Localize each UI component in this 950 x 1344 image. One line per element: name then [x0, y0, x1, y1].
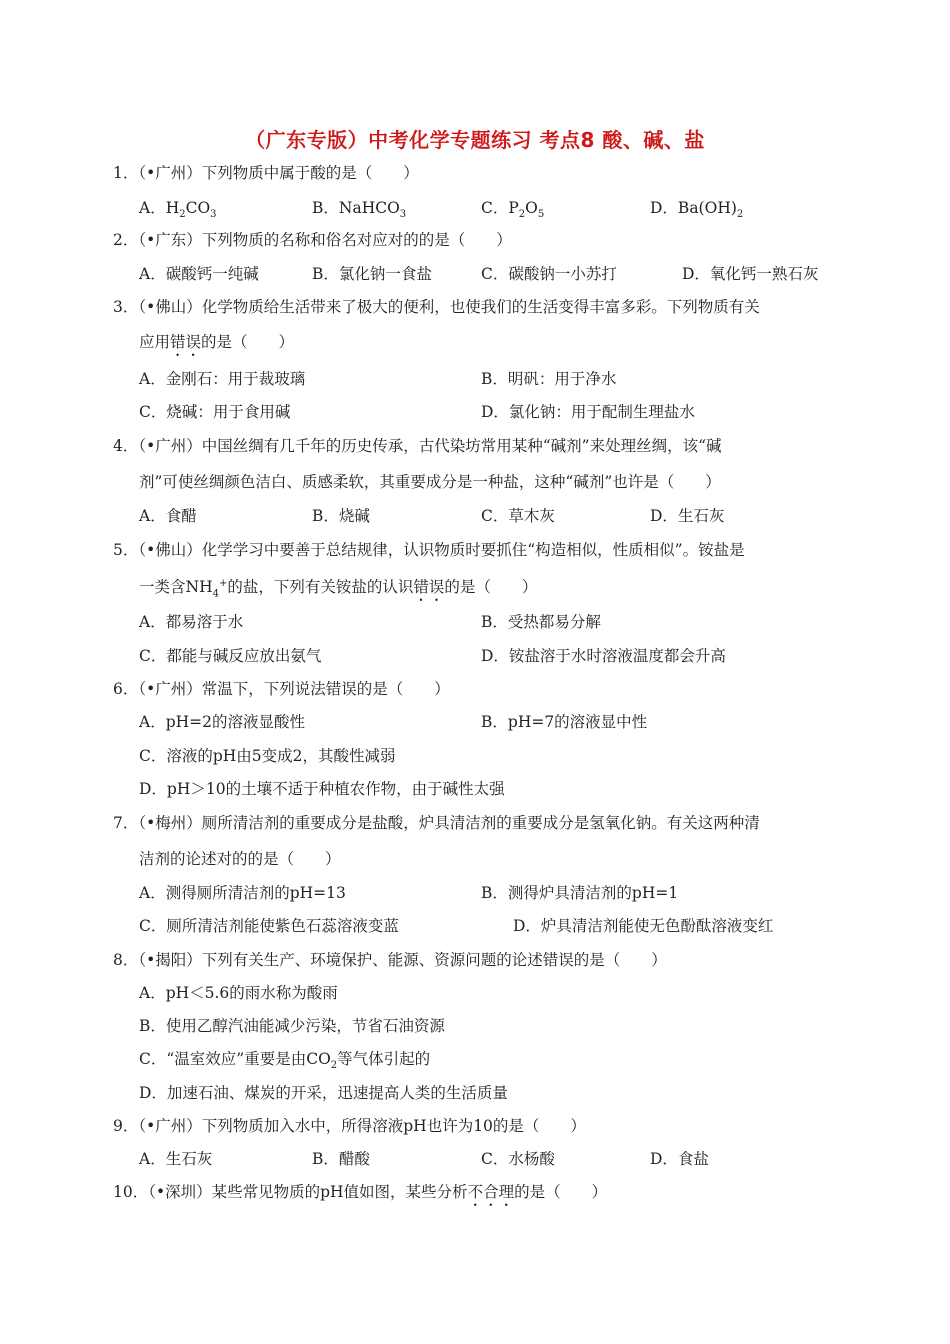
question-5-option-d: D．铵盐溶于水时溶液温度都会升高 — [481, 647, 726, 665]
question-2-option-c: C．碳酸钠一小苏打 — [481, 265, 617, 283]
question-2-option-a: A．碳酸钙一纯碱 — [139, 265, 259, 283]
question-4-option-a: A．食醋 — [139, 507, 197, 525]
question-4-stem-continued: 剂”可使丝绸颜色洁白、质感柔软，其重要成分是一种盐，这种“碱剂”也许是（ ） — [139, 473, 721, 491]
question-5-option-a: A．都易溶于水 — [139, 613, 244, 631]
question-5-stem: 5．（•佛山）化学学习中要善于总结规律，认识物质时要抓住“构造相似，性质相似”。铵盐是 — [113, 541, 745, 559]
question-7-option-a: A．测得厕所清洁剂的pH=13 — [139, 884, 346, 902]
question-7-option-d: D．炉具清洁剂能使无色酚酞溶液变红 — [513, 917, 774, 935]
question-10-stem: 10．（•深圳）某些常见物质的pH值如图，某些分析不合理的是（ ） — [113, 1183, 608, 1201]
question-1-option-d: D．$Ba(OH)_2$ — [650, 199, 744, 221]
question-7-stem-continued: 洁剂的论述对的的是（ ） — [139, 850, 341, 868]
question-7-option-b: B．测得炉具清洁剂的pH=1 — [481, 884, 679, 902]
question-9-option-b: B．醋酸 — [312, 1150, 370, 1168]
question-6-option-a: A．pH=2的溶液显酸性 — [139, 713, 305, 731]
question-1-stem: 1．（•广州）下列物质中属于酸的是（ ） — [113, 164, 419, 182]
question-8-option-d: D．加速石油、煤炭的开采，迅速提高人类的生活质量 — [139, 1084, 508, 1102]
question-1-option-a: A．$H_2CO_3$ — [139, 199, 217, 221]
question-6-option-c: C．溶液的pH由5变成2，其酸性减弱 — [139, 747, 396, 765]
question-9-option-a: A．生石灰 — [139, 1150, 213, 1168]
question-2-option-d: D．氧化钙一熟石灰 — [682, 265, 819, 283]
question-7-option-c: C．厕所清洁剂能使紫色石蕊溶液变蓝 — [139, 917, 399, 935]
question-9-stem: 9．（•广州）下列物质加入水中，所得溶液pH也许为10的是（ ） — [113, 1117, 586, 1135]
page-title: （广东专版）中考化学专题练习 考点8 酸、碱、盐 — [245, 128, 705, 152]
question-3-option-b: B．明矾：用于净水 — [481, 370, 617, 388]
emphasis-dots: 错误 — [170, 333, 202, 351]
question-8-stem: 8．（•揭阳）下列有关生产、环境保护、能源、资源问题的论述错误的是（ ） — [113, 951, 667, 969]
question-5-stem-continued: 一类含$NH_4^+$的盐，下列有关铵盐的认识错误的是（ ） — [139, 578, 538, 600]
question-3-stem: 3．（•佛山）化学物质给生活带来了极大的便利，也使我们的生活变得丰富多彩。下列物质有关 — [113, 298, 760, 316]
question-4-option-d: D．生石灰 — [650, 507, 725, 525]
question-8-option-c: C．“温室效应”重要是由$CO_2$等气体引起的 — [139, 1050, 431, 1072]
question-6-stem: 6．（•广州）常温下，下列说法错误的是（ ） — [113, 680, 450, 698]
question-8-option-a: A．pH＜5.6的雨水称为酸雨 — [139, 984, 338, 1002]
question-1-option-b: B．NaHCO$_3$ — [312, 199, 407, 221]
question-2-stem: 2．（•广东）下列物质的名称和俗名对应对的的是（ ） — [113, 231, 512, 249]
question-5-option-c: C．都能与碱反应放出氨气 — [139, 647, 322, 665]
emphasis-dots: 错误 — [413, 578, 445, 597]
question-3-stem-continued: 应用错误的是（ ） — [139, 333, 295, 351]
question-9-option-c: C．水杨酸 — [481, 1150, 555, 1168]
emphasis-dots: 不合理 — [467, 1183, 515, 1201]
question-3-option-a: A．金刚石：用于裁玻璃 — [139, 370, 306, 388]
question-4-option-c: C．草木灰 — [481, 507, 555, 525]
question-5-option-b: B．受热都易分解 — [481, 613, 601, 631]
question-3-option-d: D．氯化钠：用于配制生理盐水 — [481, 403, 695, 421]
question-6-option-d: D．pH＞10的土壤不适于种植农作物，由于碱性太强 — [139, 780, 505, 798]
question-8-option-b: B．使用乙醇汽油能减少污染，节省石油资源 — [139, 1017, 445, 1035]
question-1-option-c: C．$P_2O_5$ — [481, 199, 545, 221]
question-4-stem: 4．（•广州）中国丝绸有几千年的历史传承，古代染坊常用某种“碱剂”来处理丝绸，该“碱 — [113, 437, 722, 455]
question-9-option-d: D．食盐 — [650, 1150, 709, 1168]
question-7-stem: 7．（•梅州）厕所清洁剂的重要成分是盐酸，炉具清洁剂的重要成分是氢氧化钠。有关这两种清 — [113, 814, 760, 832]
question-3-option-c: C．烧碱：用于食用碱 — [139, 403, 291, 421]
question-2-option-b: B．氯化钠一食盐 — [312, 265, 432, 283]
question-4-option-b: B．烧碱 — [312, 507, 370, 525]
question-6-option-b: B．pH=7的溶液显中性 — [481, 713, 648, 731]
